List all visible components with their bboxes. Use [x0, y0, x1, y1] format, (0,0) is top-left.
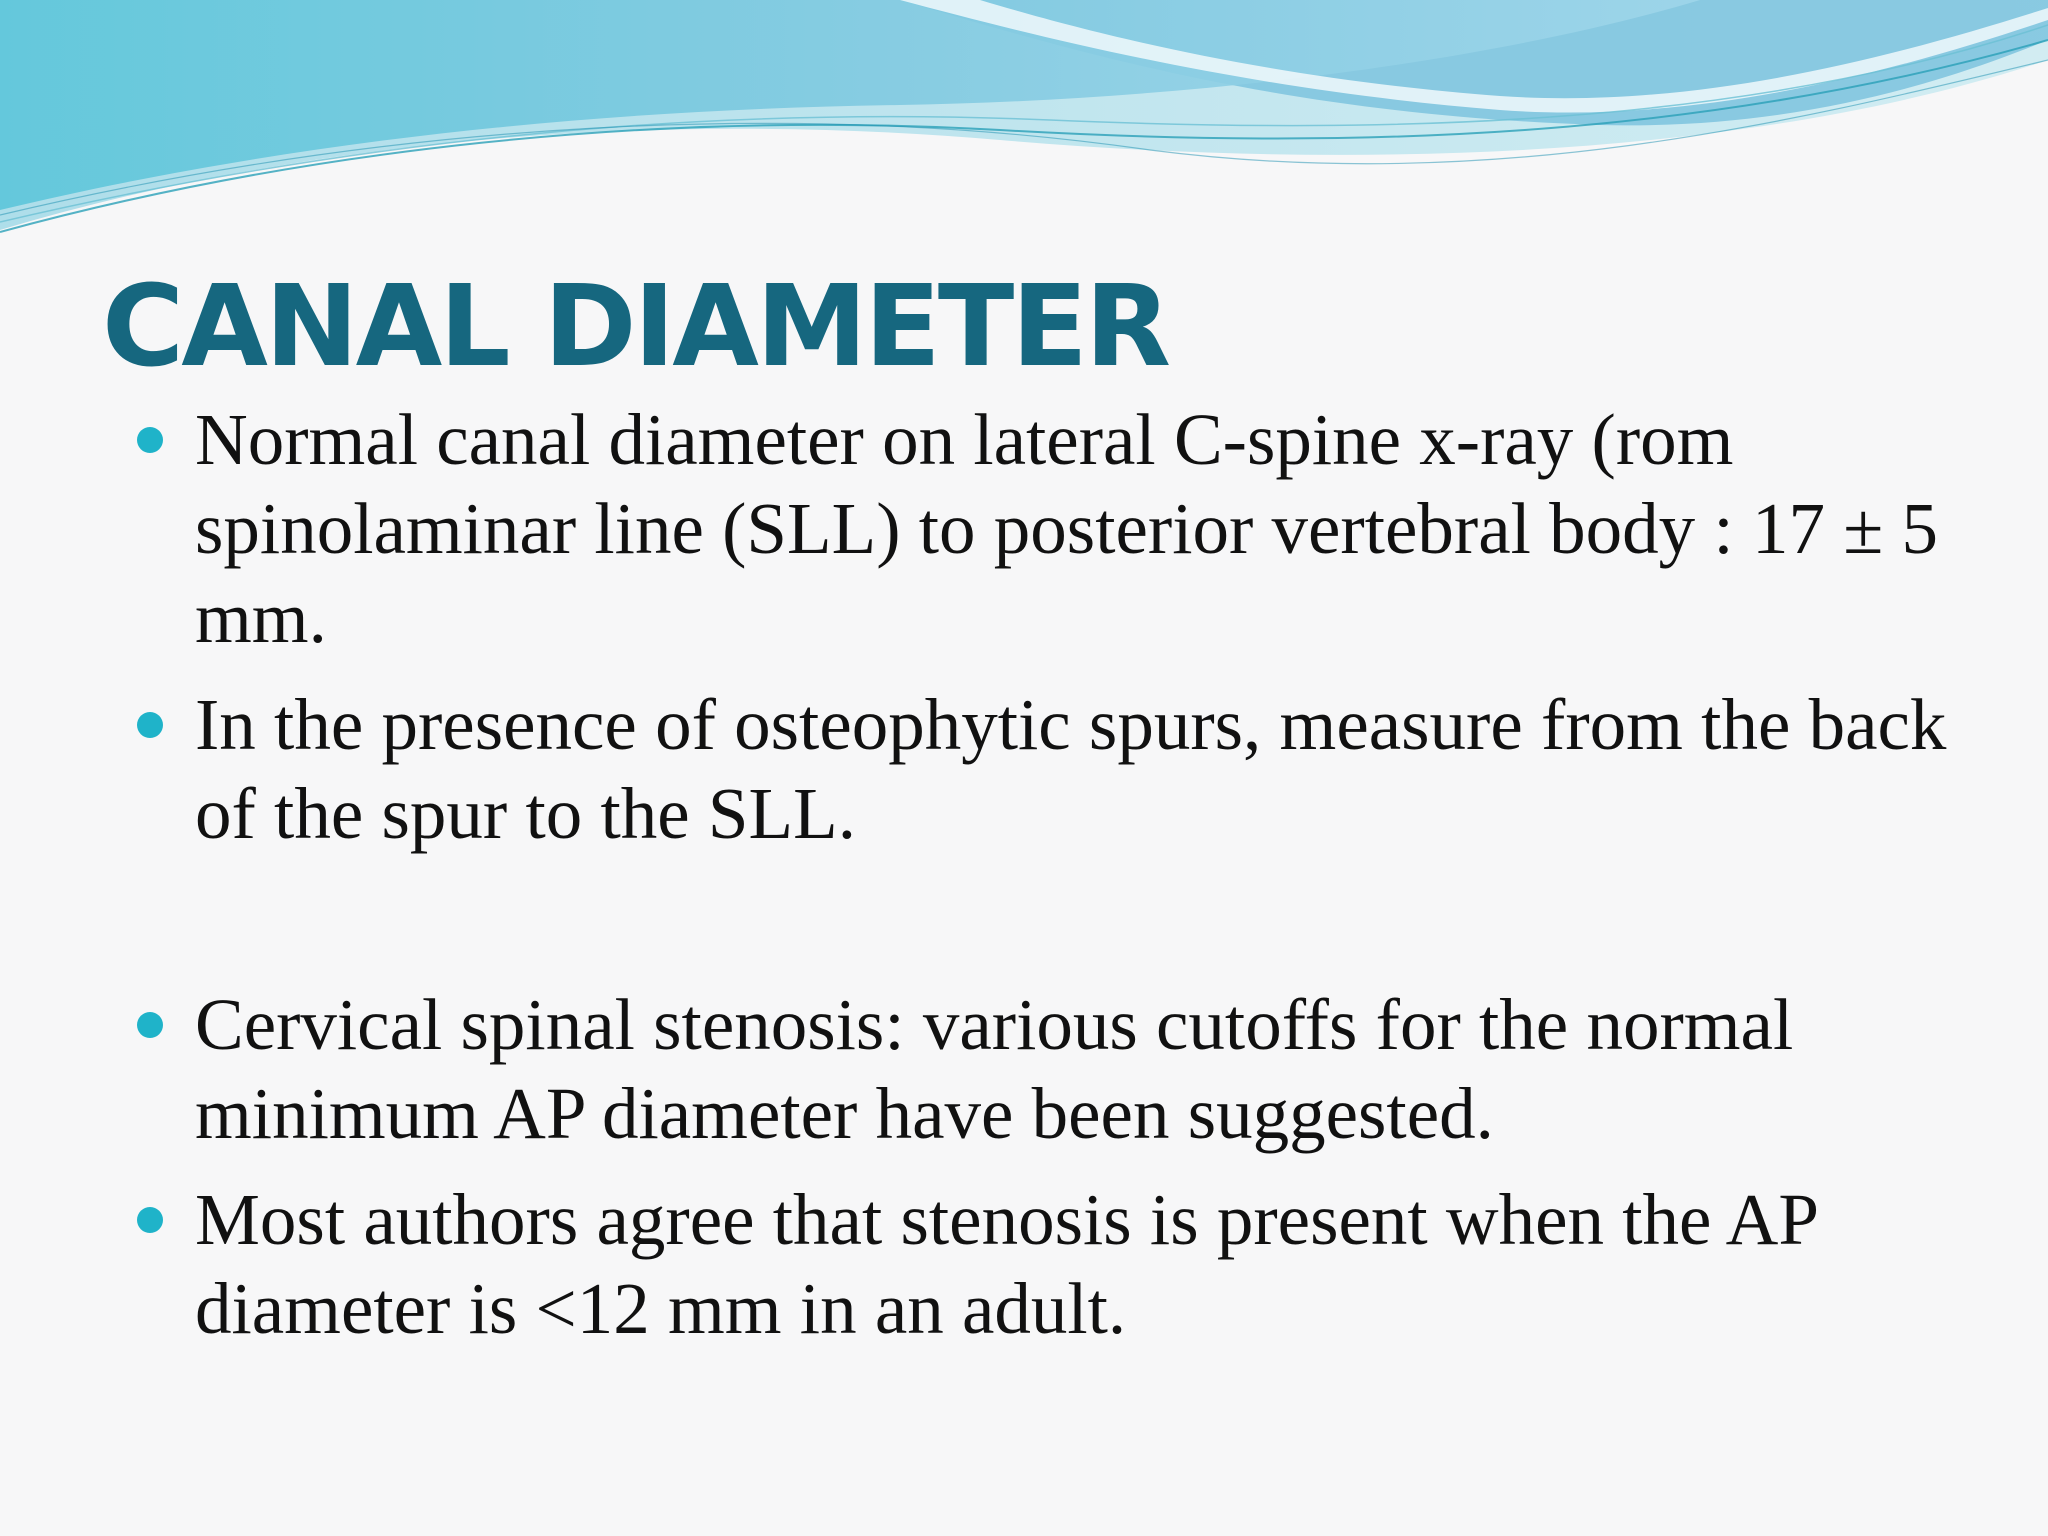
bullet-text: Cervical spinal stenosis: various cutoffs for the normal minimum AP diameter have been suggested. — [195, 984, 1794, 1154]
bullet-item — [195, 1175, 1955, 1353]
bullet-dot-icon — [137, 712, 163, 738]
bullet-item — [195, 680, 1955, 858]
bullet-text: In the presence of osteophytic spurs, measure from the back of the spur to the SLL. — [195, 684, 1947, 854]
bullet-dot-icon — [137, 1012, 163, 1038]
bullet-text: Most authors agree that stenosis is present when the AP diameter is <12 mm in an adult. — [195, 1179, 1817, 1349]
bullet-dot-icon — [137, 427, 163, 453]
wave-header-decoration — [0, 0, 2048, 240]
slide-title: CANAL DIAMETER — [102, 262, 1169, 392]
bullet-text: Normal canal diameter on lateral C-spine x-ray (rom spinolaminar line (SLL) to posterior vertebral body : 17 ± 5 mm. — [195, 399, 1939, 658]
bullet-item — [195, 395, 1955, 662]
bullet-dot-icon — [137, 1207, 163, 1233]
bullet-item — [195, 980, 1955, 1158]
